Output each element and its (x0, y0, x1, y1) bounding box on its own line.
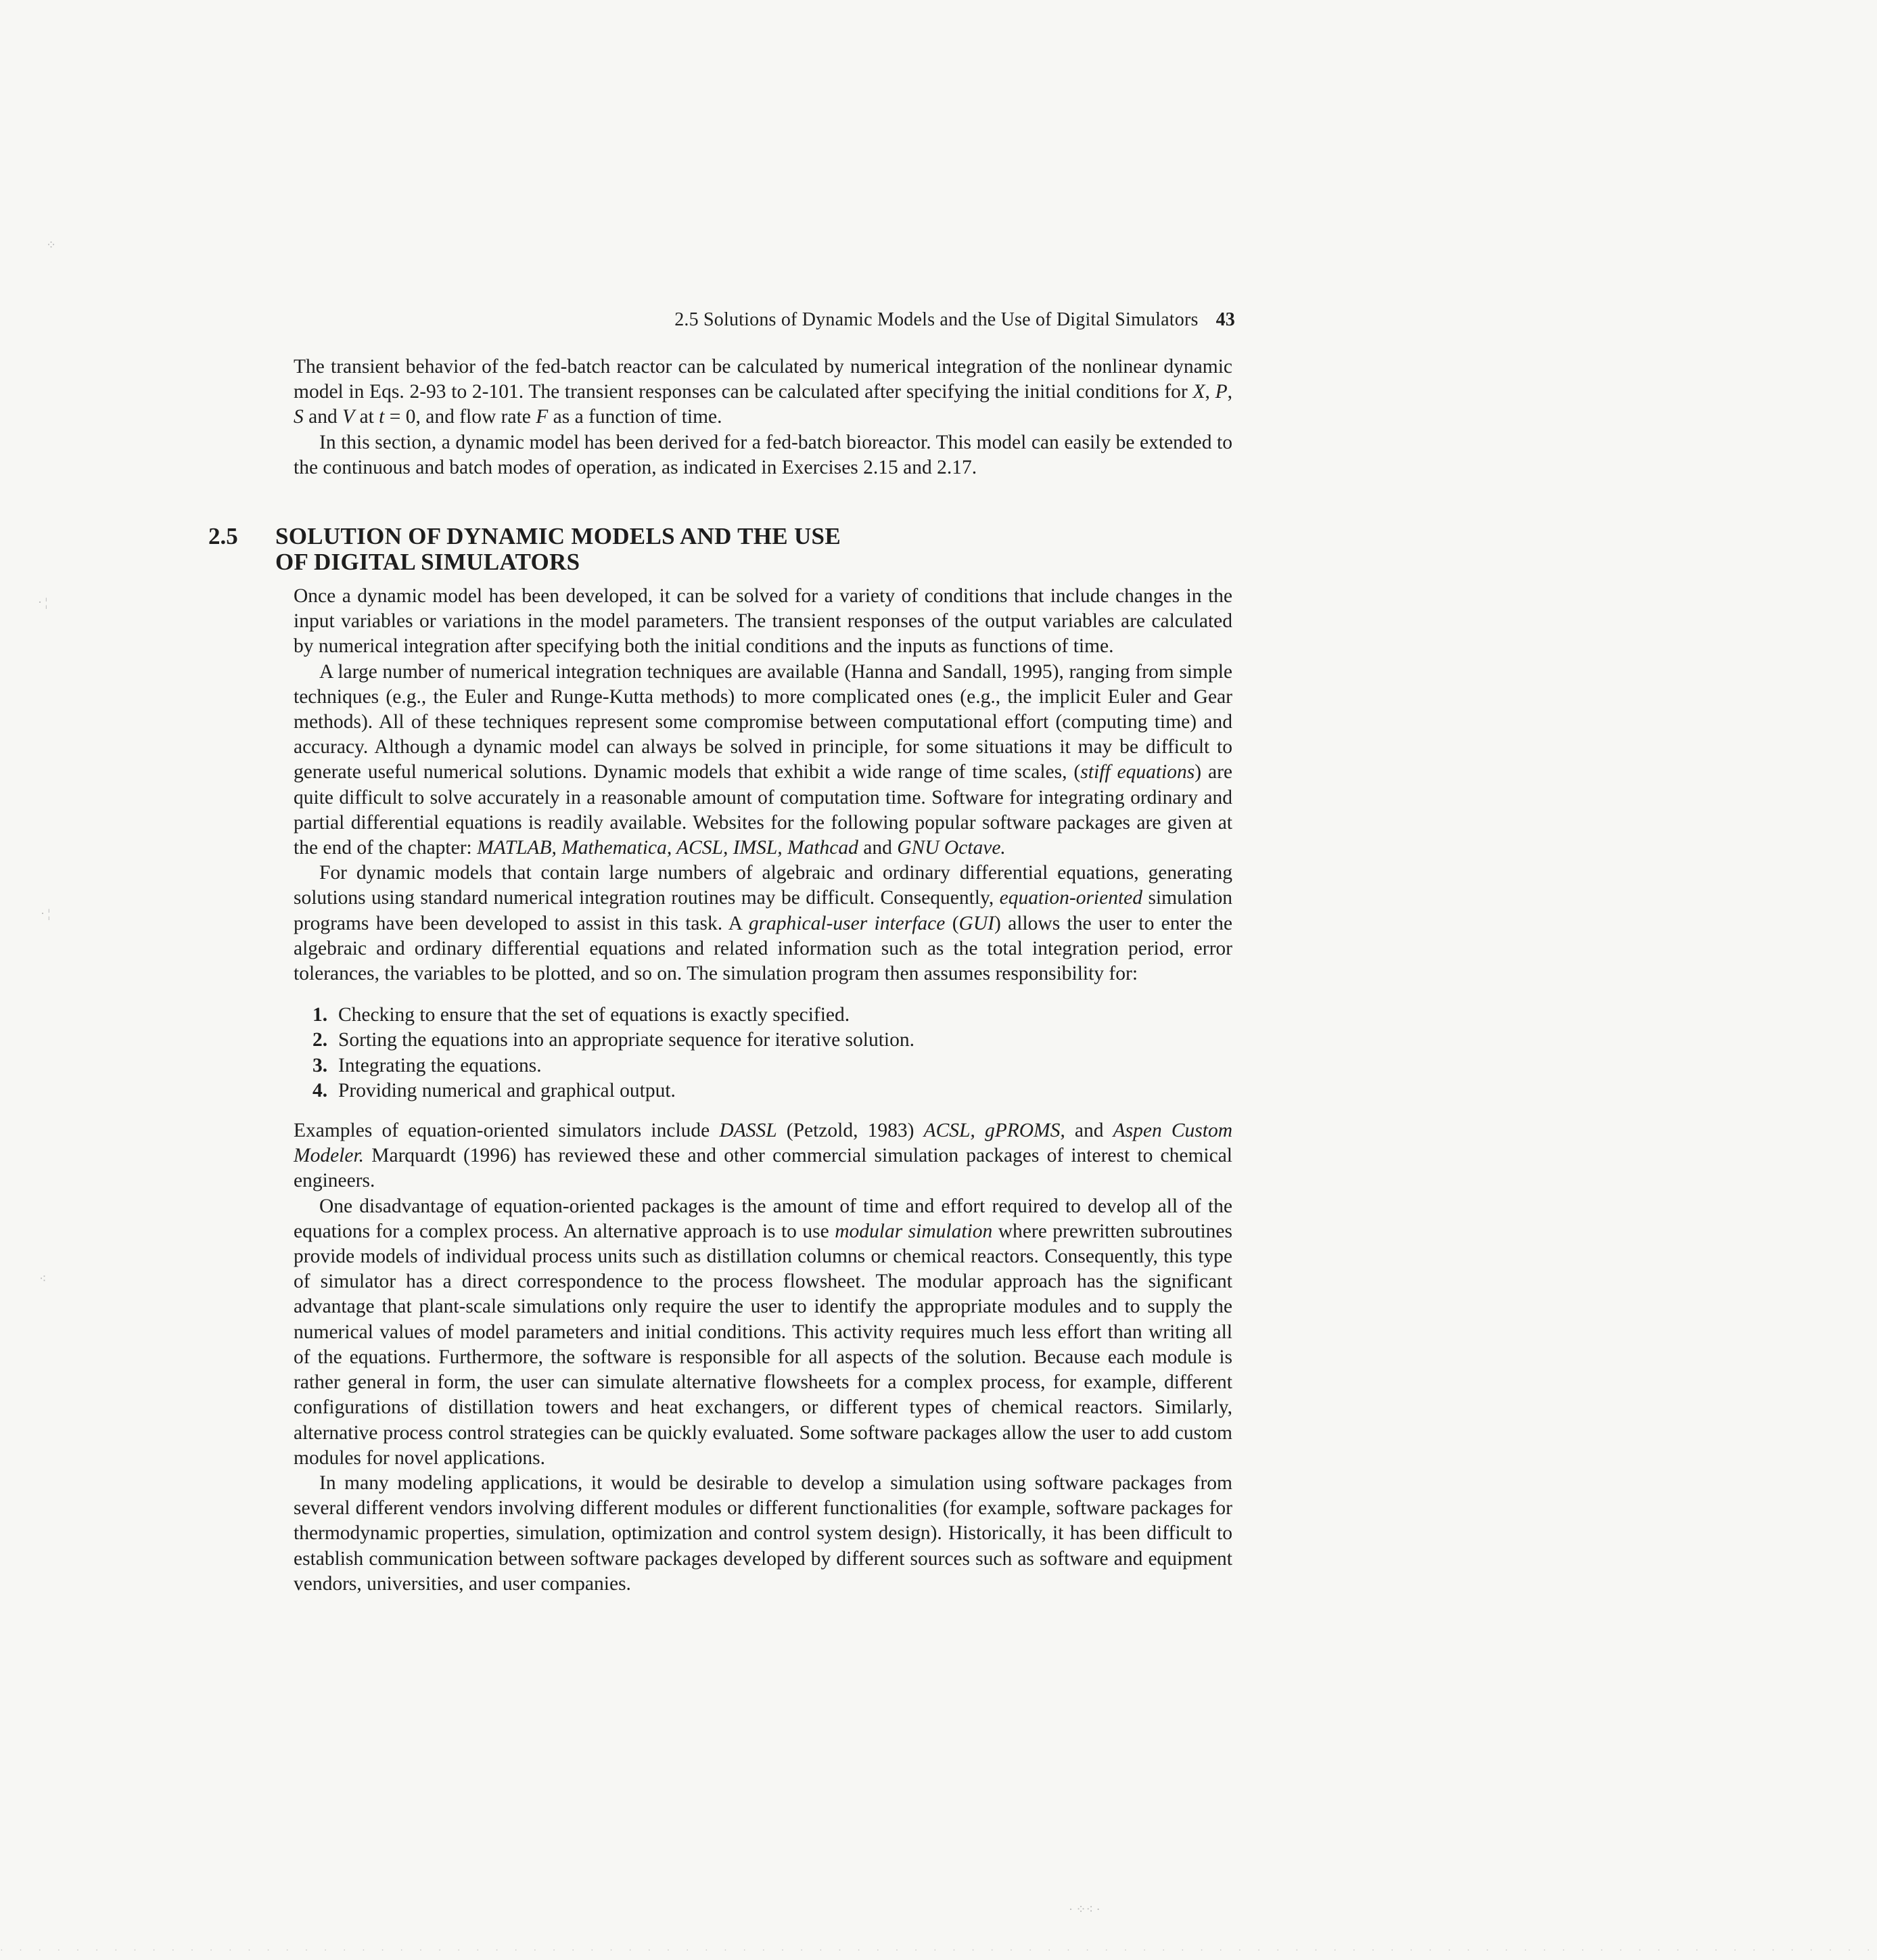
body-paragraph-5: One disadvantage of equation-oriented packages is the amount of time and effort required to develop all of the equations for a complex process. An alternative approach is to use modular simulation where prewritten subroutines provide models of individual process units such as distillation columns or chemical reactors. Consequently, this type of simulator has a direct correspondence to the process flowsheet. The modular approach has the significant advantage that plant-scale simulations only require the user to identify the appropriate modules and to supply the numerical values of model parameters and initial conditions. This activity requires much less effort than writing all of the equations. Furthermore, the software is responsible for all aspects of the solution. Because each module is rather general in form, the user can simulate alternative flowsheets for a complex process, for example, different configurations of distillation towers and heat exchangers, or different types of chemical reactors. Similarly, alternative process control strategies can be quickly evaluated. Some software packages allow the user to add custom modules for novel applications. (294, 1195, 1232, 1469)
running-head (674, 309, 1235, 331)
section-number: 2.5 (208, 523, 238, 549)
list-item: 2. Sorting the equations into an appropriate sequence for iterative solution. (312, 1029, 914, 1051)
section-body (294, 584, 1232, 1597)
list-item: 1. Checking to ensure that the set of equations is exactly specified. (312, 1004, 850, 1026)
body-paragraph-1: Once a dynamic model has been developed, it can be solved for a variety of conditions that include changes in the input variables or variations in the model parameters. The transient responses of the output variables are calculated by numerical integration after specifying both the initial conditions and the inputs as functions of time. (294, 585, 1232, 658)
list-item: 3. Integrating the equations. (312, 1054, 542, 1076)
running-head-title: 2.5 Solutions of Dynamic Models and the Use of Digital Simulators (674, 309, 1199, 330)
scan-speck: · ¦ (41, 907, 51, 920)
scan-edge-noise: · · · · · · · · · · · · · · · · · · · · · · · · · · · · · · · · · · · · · · · · · · · · · · · · · · · · · · · · · · · · · · · · · · · · · · · · · · · · · · · · · · · · · · · · · · · · · · · · · · · (0, 1946, 1877, 1956)
responsibility-list (294, 1003, 1232, 1103)
scan-speck: ⁘ (46, 238, 57, 252)
intro-paragraph-1: The transient behavior of the fed-batch reactor can be calculated by numerical integration of the nonlinear dynamic model in Eqs. 2-93 to 2-101. The transient responses can be calculated after specifying the initial conditions for X, P, S and V at t = 0, and flow rate F as a function of time. (294, 356, 1232, 428)
page-number: 43 (1215, 309, 1235, 330)
scan-speck: · ¦ (38, 595, 48, 609)
body-paragraph-2: A large number of numerical integration techniques are available (Hanna and Sandall, 1995), ranging from simple techniques (e.g., the Euler and Runge-Kutta methods) to more complicated ones (e.g., the implicit Euler and Gear methods). All of these techniques represent some compromise between computational effort (computing time) and accuracy. Although a dynamic model can always be solved in principle, for some situations it may be difficult to generate useful numerical solutions. Dynamic models that exhibit a wide range of time scales, (stiff equations) are quite difficult to solve accurately in a reasonable amount of computation time. Software for integrating ordinary and partial differential equations is readily available. Websites for the following popular software packages are given at the end of the chapter: MATLAB, Mathematica, ACSL, IMSL, Mathcad and GNU Octave. (294, 660, 1232, 859)
list-item: 4. Providing numerical and graphical output. (312, 1079, 676, 1101)
body-paragraph-3: For dynamic models that contain large numbers of algebraic and ordinary differential equations, generating solutions using standard numerical integration routines may be difficult. Consequently, equation-oriented simulation programs have been developed to assist in this task. A graphical-user interface (GUI) allows the user to enter the algebraic and ordinary differential equations and related information such as the total integration period, error tolerances, the variables to be plotted, and so on. The simulation program then assumes responsibility for: (294, 862, 1233, 985)
intro-text (294, 355, 1232, 480)
intro-paragraph-2: In this section, a dynamic model has been derived for a fed-batch bioreactor. This model can easily be extended to the continuous and batch modes of operation, as indicated in Exercises 2.15 and 2.17. (294, 431, 1232, 478)
body-paragraph-6: In many modeling applications, it would be desirable to develop a simulation using software packages from several different vendors involving different modules or different functionalities (for example, software packages for thermodynamic properties, simulation, optimization and control system design). Historically, it has been difficult to establish communication between software packages developed by different sources such as software and equipment vendors, universities, and user companies. (294, 1472, 1232, 1595)
scan-speck: · ⁘⁖ · (1069, 1902, 1100, 1916)
section-title-line-2: OF DIGITAL SIMULATORS (275, 549, 580, 575)
scan-speck: ⁖ (39, 1272, 47, 1285)
section-title-line-1: SOLUTION OF DYNAMIC MODELS AND THE USE (275, 523, 841, 549)
section-title (275, 524, 952, 575)
body-paragraph-4: Examples of equation-oriented simulators include DASSL (Petzold, 1983) ACSL, gPROMS, and Aspen Custom Modeler. Marquardt (1996) has reviewed these and other commercial simulation packages of interest to chemical engineers. (294, 1120, 1233, 1192)
